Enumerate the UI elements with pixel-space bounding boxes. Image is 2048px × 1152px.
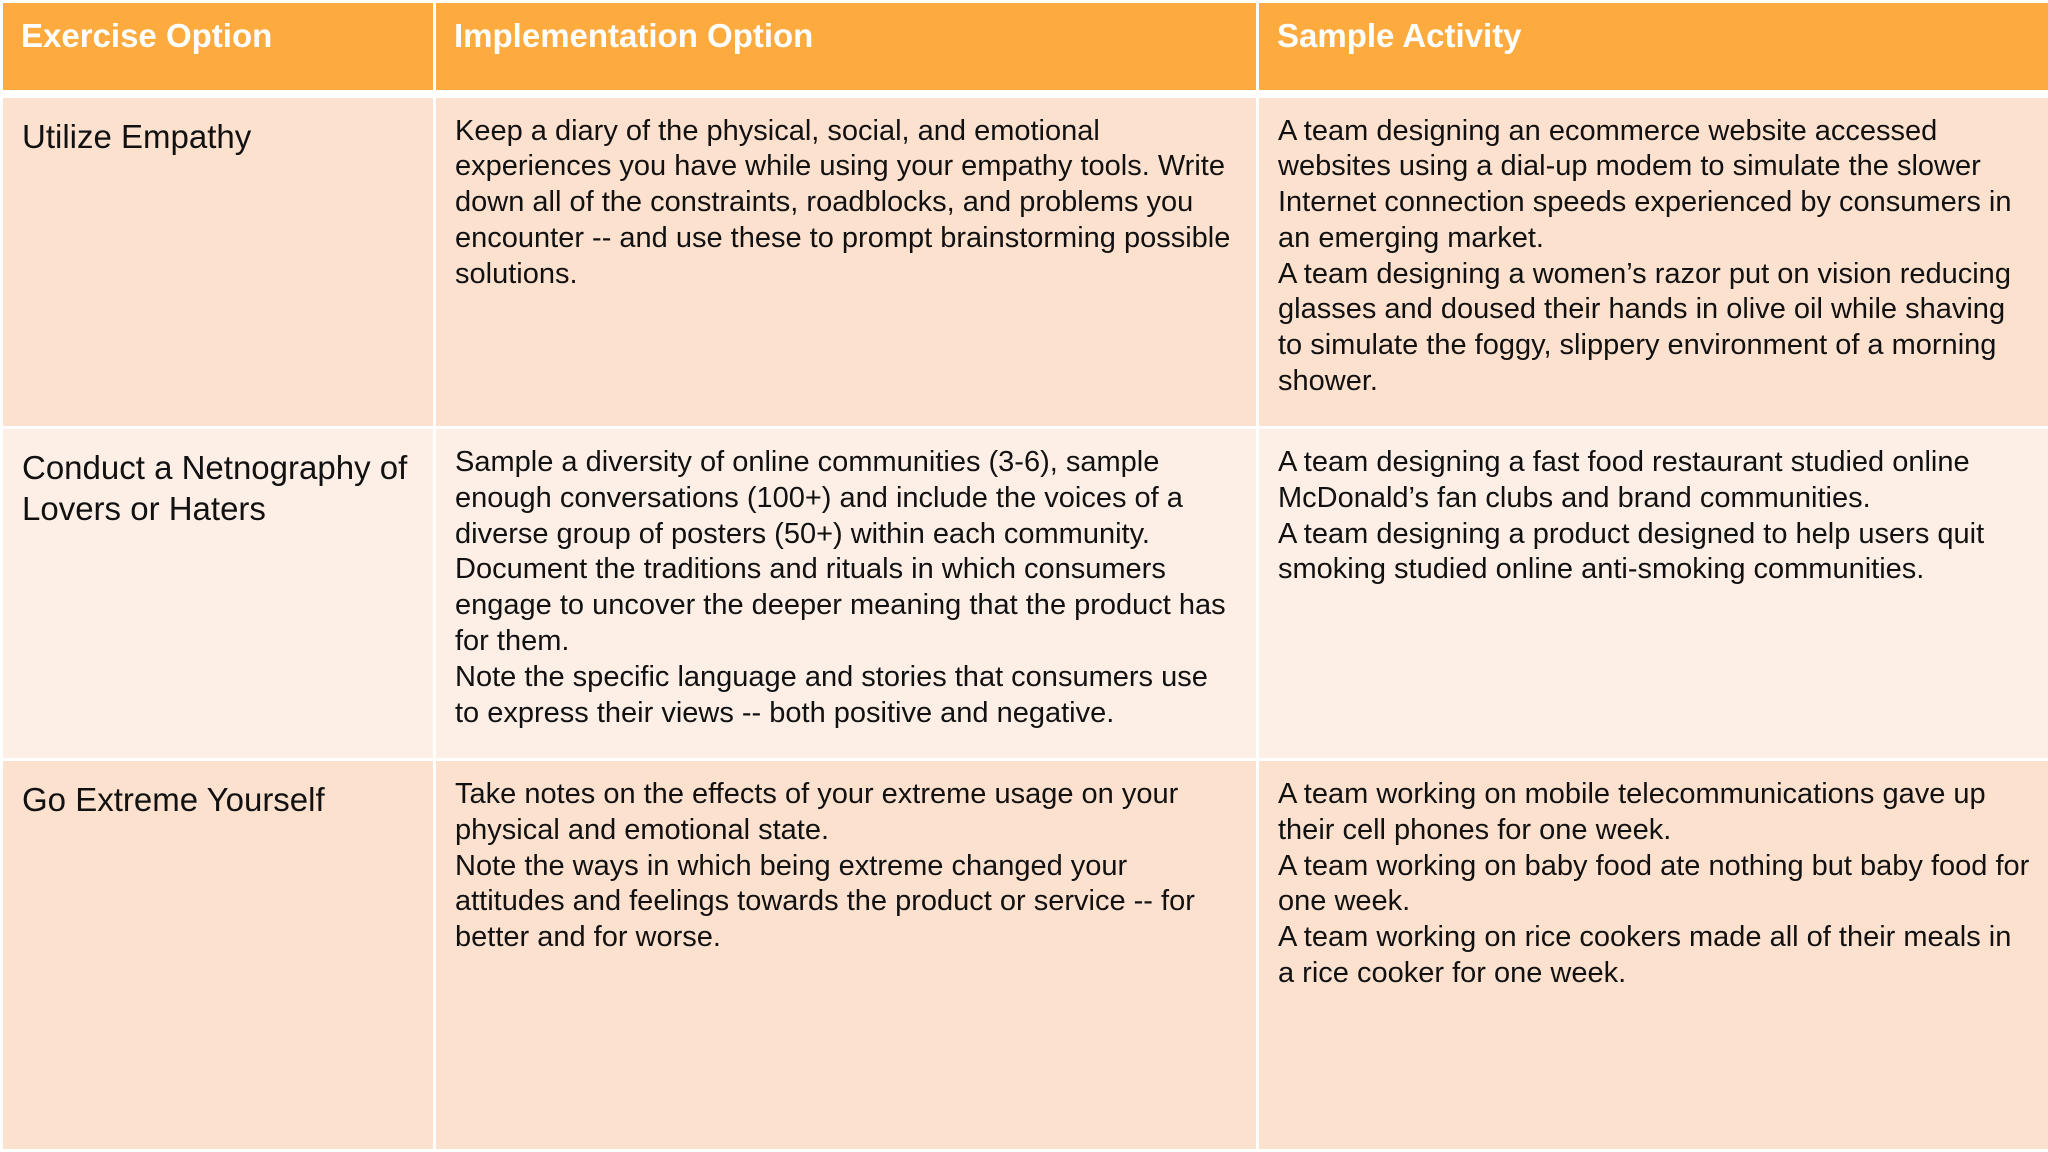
header-exercise-option: Exercise Option <box>2 2 435 94</box>
table-row <box>2 94 2048 428</box>
table-row <box>2 428 2048 760</box>
header-row <box>2 2 2048 94</box>
header-sample-activity: Sample Activity <box>1258 2 2048 94</box>
implementation-line: Sample a diversity of online communities (3-6), sample enough conversations (100+) and include the voices of a diverse group of posters (50+) within each community. <box>455 446 1183 550</box>
activity-line: A team designing a product designed to help users quit smoking studied online anti-smoking communities. <box>1278 517 1985 586</box>
activity-cell <box>1258 760 2048 1151</box>
activity-line: A team working on mobile telecommunications gave up their cell phones for one week. <box>1278 778 1986 846</box>
activity-line: A team designing a fast food restaurant studied online McDonald’s fan clubs and brand communities. <box>1278 446 1970 514</box>
implementation-line: Note the ways in which being extreme changed your attitudes and feelings towards the product or service -- for better and for worse. <box>455 849 1195 954</box>
implementation-line: Note the specific language and stories that consumers use to express their views -- both positive and negative. <box>455 660 1208 729</box>
activity-line: A team designing an ecommerce website accessed websites using a dial-up modem to simulate the slower Internet connection speeds experienced by consumers in an emerging market. <box>1278 114 2012 254</box>
implementation-cell <box>435 428 1258 760</box>
activity-cell <box>1258 428 2048 760</box>
implementation-line: Keep a diary of the physical, social, and emotional experiences you have while using your empathy tools. Write down all of the constraints, roadblocks, and problems you encounter -- and use these to prompt brainstorming possible solutions. <box>455 114 1231 290</box>
exercise-cell: Go Extreme Yourself <box>2 760 435 1151</box>
exercise-cell: Utilize Empathy <box>2 94 435 428</box>
implementation-cell <box>435 94 1258 428</box>
table-row <box>2 760 2048 1151</box>
implementation-cell <box>435 760 1258 1151</box>
activity-line: A team working on rice cookers made all of their meals in a rice cooker for one week. <box>1278 921 2012 989</box>
header-implementation-option: Implementation Option <box>435 2 1258 94</box>
implementation-line: Document the traditions and rituals in which consumers engage to uncover the deeper meaning that the product has for them. <box>455 553 1226 657</box>
exercise-cell: Conduct a Netnography of Lovers or Haters <box>2 428 435 760</box>
activity-line: A team designing a women’s razor put on vision reducing glasses and doused their hands in olive oil while shaving to simulate the foggy, slippery environment of a morning shower. <box>1278 257 2011 398</box>
implementation-line: Take notes on the effects of your extreme usage on your physical and emotional state. <box>455 778 1179 846</box>
activity-cell <box>1258 94 2048 428</box>
activity-line: A team working on baby food ate nothing but baby food for one week. <box>1278 849 2030 918</box>
